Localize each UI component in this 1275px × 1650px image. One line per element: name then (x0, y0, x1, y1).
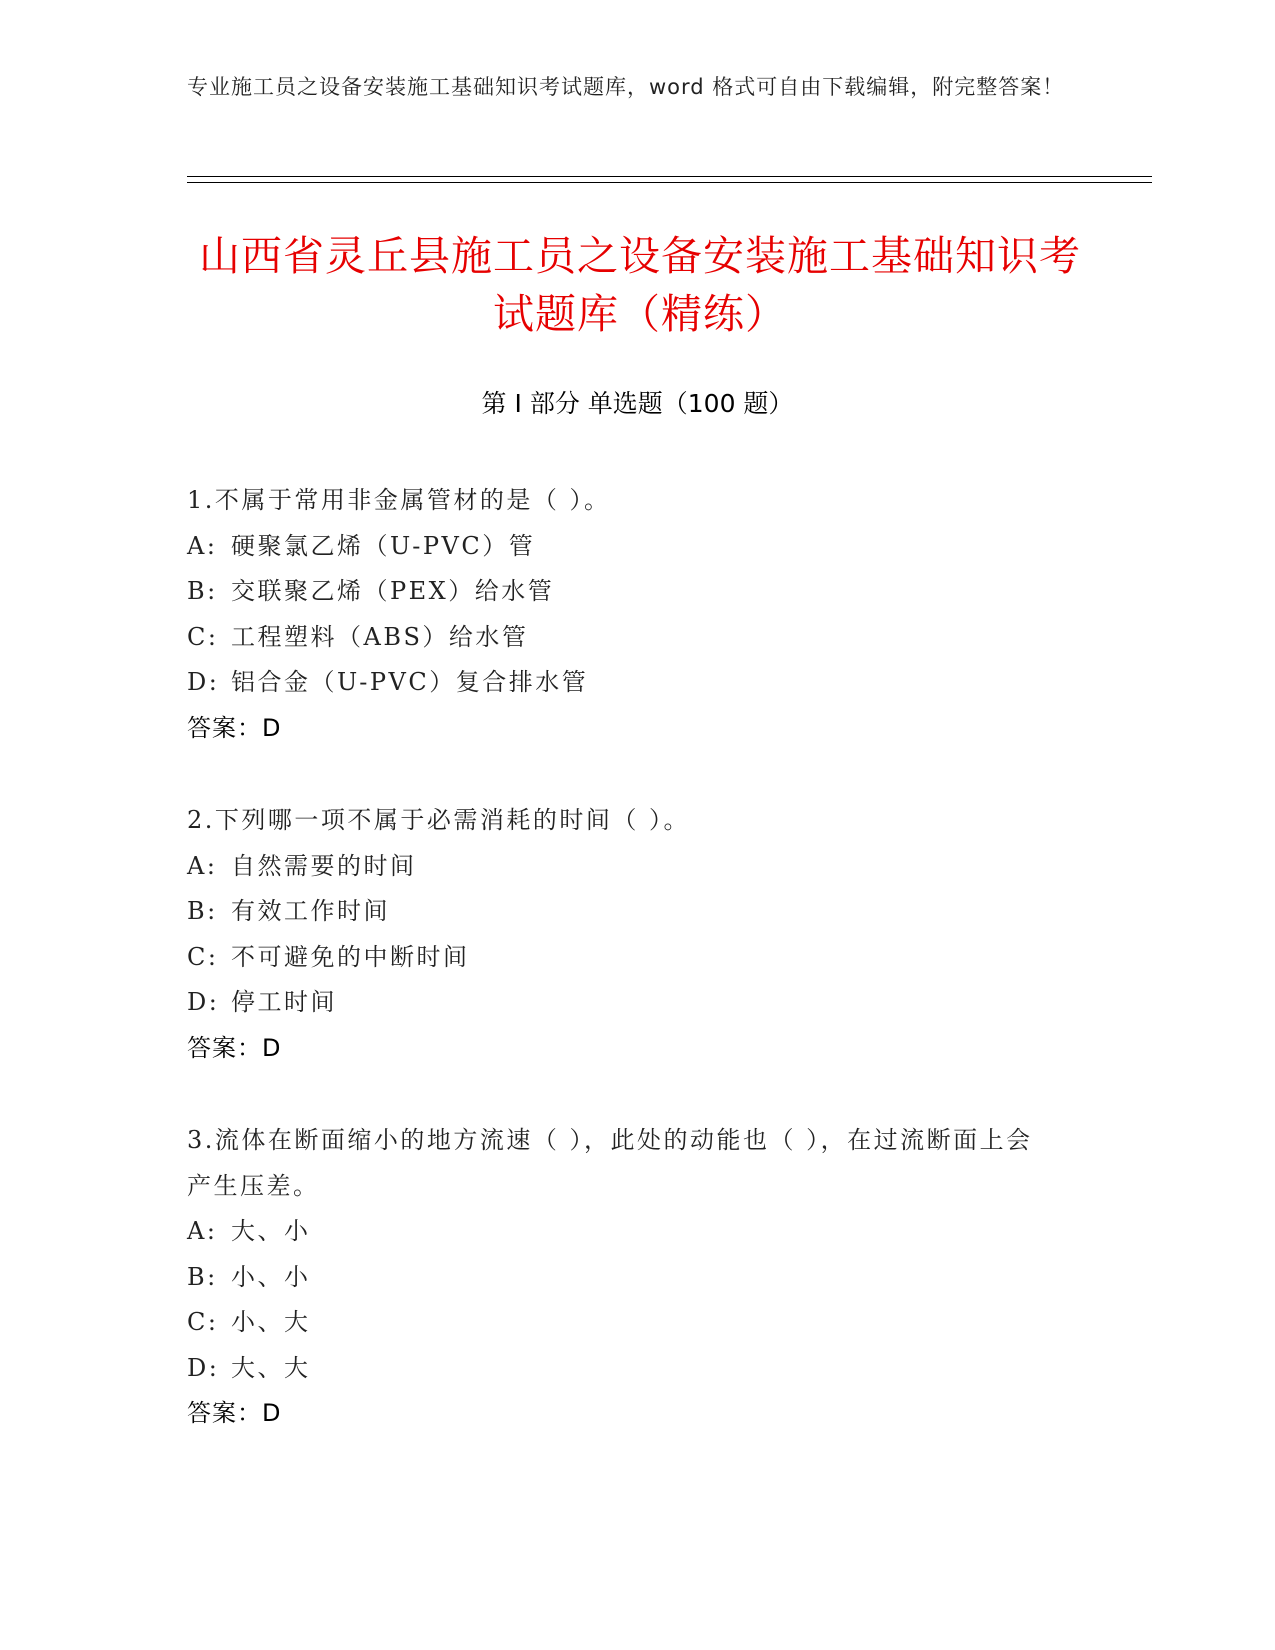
option-c (187, 935, 1087, 981)
question-list (187, 478, 1087, 1484)
option-key: D: (187, 988, 220, 1016)
option-key: A: (187, 531, 218, 560)
option-b (187, 569, 1087, 615)
option-text: 小、大 (231, 1308, 311, 1336)
option-key: C: (187, 622, 219, 651)
header-rule-bottom (187, 182, 1152, 183)
question-2 (187, 798, 1087, 1071)
option-text: 大、小 (231, 1217, 311, 1245)
header-note: 专业施工员之设备安装施工基础知识考试题库，word 格式可自由下载编辑，附完整答案！ (187, 75, 1065, 99)
option-text: 硬聚氯乙烯（U-PVC）管 (231, 531, 536, 560)
option-text: 有效工作时间 (231, 897, 390, 925)
option-c (187, 1300, 1087, 1346)
option-c (187, 615, 1087, 661)
option-text: 工程塑料（ABS）给水管 (231, 622, 529, 651)
question-1 (187, 478, 1087, 751)
answer: 答案：D (187, 713, 282, 742)
option-text: 交联聚乙烯（PEX）给水管 (231, 577, 555, 605)
option-text: 小、小 (231, 1262, 311, 1291)
option-key: B: (187, 577, 218, 605)
option-key: B: (187, 1262, 218, 1291)
option-d (187, 980, 1087, 1026)
answer: 答案：D (187, 1399, 282, 1427)
question-stem: 3.流体在断面缩小的地方流速（ ），此处的动能也（ ），在过流断面上会产生压差。 (187, 1126, 1033, 1200)
option-text: 自然需要的时间 (231, 851, 417, 880)
header-rule-top (187, 176, 1152, 177)
option-text: 不可避免的中断时间 (231, 942, 470, 971)
question-stem: 1.不属于常用非金属管材的是（ ）。 (187, 486, 611, 514)
section-heading: 第 I 部分 单选题（100 题） (481, 389, 794, 418)
option-key: B: (187, 897, 218, 925)
answer: 答案：D (187, 1033, 282, 1062)
question-stem: 2.下列哪一项不属于必需消耗的时间（ ）。 (187, 806, 691, 834)
option-text: 铝合金（U-PVC）复合排水管 (231, 668, 589, 696)
option-d (187, 660, 1087, 706)
option-a (187, 1209, 1087, 1255)
option-a (187, 844, 1087, 890)
option-key: D: (187, 668, 220, 696)
question-3 (187, 1118, 1087, 1437)
option-key: A: (187, 851, 218, 880)
option-b (187, 889, 1087, 935)
option-key: C: (187, 1308, 219, 1336)
option-b (187, 1255, 1087, 1301)
document-title: 山西省灵丘县施工员之设备安装施工基础知识考试题库（精练） (199, 232, 1081, 338)
option-a (187, 524, 1087, 570)
option-d (187, 1346, 1087, 1392)
option-key: D: (187, 1353, 220, 1382)
option-text: 大、大 (231, 1353, 311, 1382)
option-key: A: (187, 1217, 218, 1245)
option-text: 停工时间 (231, 988, 337, 1016)
option-key: C: (187, 942, 219, 971)
